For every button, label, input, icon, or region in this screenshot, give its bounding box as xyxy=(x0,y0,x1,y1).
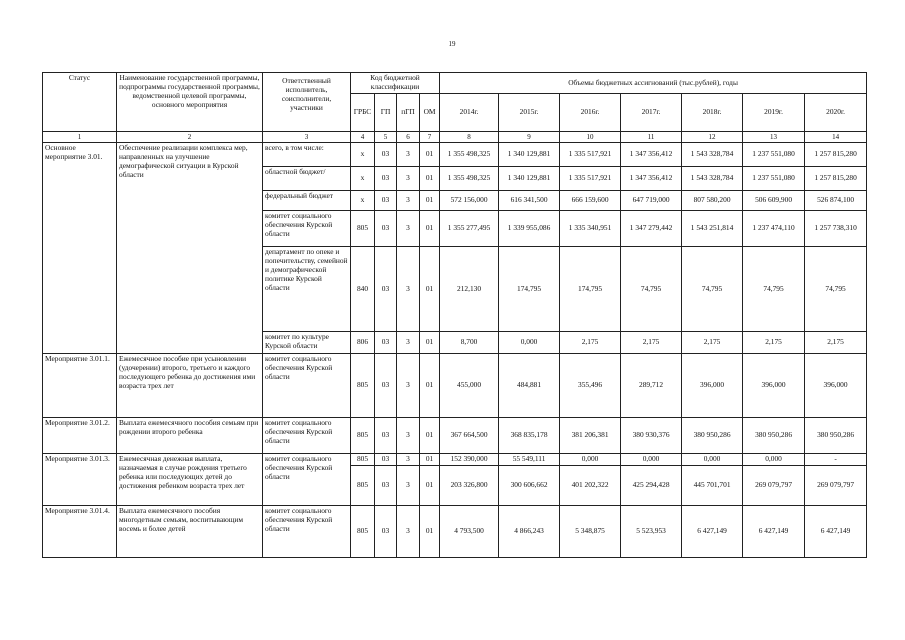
amount-cell: 1 355 498,325 xyxy=(440,143,499,167)
responsible-cell: федеральный бюджет xyxy=(263,191,351,211)
om-cell: 01 xyxy=(420,454,440,466)
amount-cell: 1 257 815,280 xyxy=(805,167,867,191)
header-responsible: Ответственный исполнитель, соисполнители, участники xyxy=(263,73,351,132)
amount-cell: 6 427,149 xyxy=(682,506,743,558)
name-cell: Выплата ежемесячного пособия многодетным семьям, воспитывающим восемь и более детей xyxy=(117,506,263,558)
header-grbs: ГРБС xyxy=(351,94,375,132)
grbs-cell: x xyxy=(351,143,375,167)
amount-cell: 1 335 340,951 xyxy=(560,211,621,247)
name-cell: Выплата ежемесячного пособия семьям при рождении второго ребенка xyxy=(117,418,263,454)
pgp-cell: 3 xyxy=(397,466,420,506)
om-cell: 01 xyxy=(420,332,440,354)
gp-cell: 03 xyxy=(375,418,397,454)
amount-cell: 396,000 xyxy=(805,354,867,418)
amount-cell: 74,795 xyxy=(621,247,682,332)
amount-cell: 425 294,428 xyxy=(621,466,682,506)
gp-cell: 03 xyxy=(375,211,397,247)
column-number: 12 xyxy=(682,132,743,143)
amount-cell: 55 549,111 xyxy=(499,454,560,466)
amount-cell: 401 202,322 xyxy=(560,466,621,506)
amount-cell: 5 348,875 xyxy=(560,506,621,558)
amount-cell: 289,712 xyxy=(621,354,682,418)
column-number: 8 xyxy=(440,132,499,143)
amount-cell: 367 664,500 xyxy=(440,418,499,454)
amount-cell: 74,795 xyxy=(805,247,867,332)
pgp-cell: 3 xyxy=(397,211,420,247)
amount-cell: 1 543 251,814 xyxy=(682,211,743,247)
amount-cell: 396,000 xyxy=(743,354,805,418)
header-name: Наименование государственной программы, подпрограммы государственной программы, ведомственной целевой программы, основного мероприятия xyxy=(117,73,263,132)
amount-cell: 396,000 xyxy=(682,354,743,418)
amount-cell: 1 237 551,080 xyxy=(743,143,805,167)
om-cell: 01 xyxy=(420,191,440,211)
pgp-cell: 3 xyxy=(397,191,420,211)
amount-cell: 0,000 xyxy=(743,454,805,466)
responsible-cell: департамент по опеке и попечительству, семейной и демографической политике Курской области xyxy=(263,247,351,332)
amount-cell: 6 427,149 xyxy=(743,506,805,558)
amount-cell: 380 950,286 xyxy=(805,418,867,454)
amount-cell: 1 347 279,442 xyxy=(621,211,682,247)
header-year: 2016г. xyxy=(560,94,621,132)
om-cell: 01 xyxy=(420,418,440,454)
column-number: 14 xyxy=(805,132,867,143)
header-year: 2018г. xyxy=(682,94,743,132)
amount-cell: 203 326,800 xyxy=(440,466,499,506)
gp-cell: 03 xyxy=(375,332,397,354)
pgp-cell: 3 xyxy=(397,354,420,418)
amount-cell: 0,000 xyxy=(621,454,682,466)
pgp-cell: 3 xyxy=(397,506,420,558)
amount-cell: 300 606,662 xyxy=(499,466,560,506)
grbs-cell: 840 xyxy=(351,247,375,332)
amount-cell: 1 347 356,412 xyxy=(621,167,682,191)
grbs-cell: x xyxy=(351,191,375,211)
om-cell: 01 xyxy=(420,167,440,191)
grbs-cell: x xyxy=(351,167,375,191)
amount-cell: 0,000 xyxy=(499,332,560,354)
gp-cell: 03 xyxy=(375,143,397,167)
header-status: Статус xyxy=(43,73,117,132)
column-number: 2 xyxy=(117,132,263,143)
header-year: 2019г. xyxy=(743,94,805,132)
amount-cell: 572 156,000 xyxy=(440,191,499,211)
responsible-cell: комитет социального обеспечения Курской области xyxy=(263,506,351,558)
amount-cell: 174,795 xyxy=(499,247,560,332)
amount-cell: 4 793,500 xyxy=(440,506,499,558)
amount-cell: 212,130 xyxy=(440,247,499,332)
amount-cell: 445 701,701 xyxy=(682,466,743,506)
gp-cell: 03 xyxy=(375,354,397,418)
column-number: 7 xyxy=(420,132,440,143)
table-row xyxy=(43,506,867,558)
amount-cell: 2,175 xyxy=(743,332,805,354)
status-cell: Основное мероприятие 3.01. xyxy=(43,143,117,354)
budget-table xyxy=(42,72,867,558)
amount-cell: 269 079,797 xyxy=(743,466,805,506)
amount-cell: 74,795 xyxy=(682,247,743,332)
gp-cell: 03 xyxy=(375,454,397,466)
column-number: 13 xyxy=(743,132,805,143)
amount-cell: 152 390,000 xyxy=(440,454,499,466)
amount-cell: 380 950,286 xyxy=(682,418,743,454)
amount-cell: 1 340 129,881 xyxy=(499,143,560,167)
table-row xyxy=(43,143,867,167)
gp-cell: 03 xyxy=(375,506,397,558)
amount-cell: 1 257 738,310 xyxy=(805,211,867,247)
table-body xyxy=(43,143,867,558)
header-year: 2015г. xyxy=(499,94,560,132)
header-year: 2020г. xyxy=(805,94,867,132)
amount-cell: 2,175 xyxy=(560,332,621,354)
column-number: 3 xyxy=(263,132,351,143)
amount-cell: 616 341,500 xyxy=(499,191,560,211)
column-number: 9 xyxy=(499,132,560,143)
amount-cell: 1 257 815,280 xyxy=(805,143,867,167)
pgp-cell: 3 xyxy=(397,143,420,167)
amount-cell: 381 206,381 xyxy=(560,418,621,454)
status-cell: Мероприятие 3.01.4. xyxy=(43,506,117,558)
om-cell: 01 xyxy=(420,466,440,506)
amount-cell: 74,795 xyxy=(743,247,805,332)
amount-cell: 455,000 xyxy=(440,354,499,418)
gp-cell: 03 xyxy=(375,167,397,191)
amount-cell: 355,496 xyxy=(560,354,621,418)
amount-cell: 484,881 xyxy=(499,354,560,418)
pgp-cell: 3 xyxy=(397,167,420,191)
column-number: 10 xyxy=(560,132,621,143)
responsible-cell: комитет социального обеспечения Курской области xyxy=(263,454,351,506)
gp-cell: 03 xyxy=(375,191,397,211)
name-cell: Ежемесячное пособие при усыновлении (удочерении) второго, третьего и каждого последующего ребенка до достижения ими возраста трех лет xyxy=(117,354,263,418)
header-gp: ГП xyxy=(375,94,397,132)
om-cell: 01 xyxy=(420,247,440,332)
amount-cell: 1 237 474,110 xyxy=(743,211,805,247)
om-cell: 01 xyxy=(420,143,440,167)
status-cell: Мероприятие 3.01.2. xyxy=(43,418,117,454)
column-number: 1 xyxy=(43,132,117,143)
gp-cell: 03 xyxy=(375,466,397,506)
grbs-cell: 806 xyxy=(351,332,375,354)
amount-cell: 2,175 xyxy=(682,332,743,354)
amount-cell: 1 543 328,784 xyxy=(682,143,743,167)
pgp-cell: 3 xyxy=(397,418,420,454)
amount-cell: 506 609,900 xyxy=(743,191,805,211)
amount-cell: 526 874,100 xyxy=(805,191,867,211)
amount-cell: 2,175 xyxy=(621,332,682,354)
page-number: 19 xyxy=(448,40,456,48)
header-year: 2014г. xyxy=(440,94,499,132)
amount-cell: 5 523,953 xyxy=(621,506,682,558)
amount-cell: 647 719,000 xyxy=(621,191,682,211)
status-cell: Мероприятие 3.01.1. xyxy=(43,354,117,418)
amount-cell: 1 347 356,412 xyxy=(621,143,682,167)
gp-cell: 03 xyxy=(375,247,397,332)
responsible-cell: комитет социального обеспечения Курской области xyxy=(263,354,351,418)
grbs-cell: 805 xyxy=(351,418,375,454)
column-number: 5 xyxy=(375,132,397,143)
amount-cell: 380 950,286 xyxy=(743,418,805,454)
amount-cell: 1 543 328,784 xyxy=(682,167,743,191)
header-pgp: пГП xyxy=(397,94,420,132)
amount-cell: 1 335 517,921 xyxy=(560,143,621,167)
grbs-cell: 805 xyxy=(351,466,375,506)
grbs-cell: 805 xyxy=(351,506,375,558)
amount-cell: 1 355 498,325 xyxy=(440,167,499,191)
amount-cell: 6 427,149 xyxy=(805,506,867,558)
pgp-cell: 3 xyxy=(397,247,420,332)
pgp-cell: 3 xyxy=(397,454,420,466)
om-cell: 01 xyxy=(420,354,440,418)
column-number: 6 xyxy=(397,132,420,143)
column-number-row xyxy=(43,132,867,143)
name-cell: Обеспечение реализации комплекса мер, направленных на улучшение демографической ситуации в Курской области xyxy=(117,143,263,354)
amount-cell: 1 335 517,921 xyxy=(560,167,621,191)
name-cell: Ежемесячная денежная выплата, назначаемая в случае рождения третьего ребенка или последующих детей до достижения ребенком возраста трех лет xyxy=(117,454,263,506)
responsible-cell: комитет по культуре Курской области xyxy=(263,332,351,354)
header-om: ОМ xyxy=(420,94,440,132)
responsible-cell: областной бюджет/ xyxy=(263,167,351,191)
header-amounts-group: Объемы бюджетных ассигнований (тыс.рублей), годы xyxy=(440,73,867,94)
responsible-cell: всего, в том числе: xyxy=(263,143,351,167)
amount-cell: 0,000 xyxy=(682,454,743,466)
amount-cell: 174,795 xyxy=(560,247,621,332)
grbs-cell: 805 xyxy=(351,211,375,247)
amount-cell: 1 339 955,086 xyxy=(499,211,560,247)
amount-cell: 2,175 xyxy=(805,332,867,354)
responsible-cell: комитет социального обеспечения Курской области xyxy=(263,418,351,454)
amount-cell: 8,700 xyxy=(440,332,499,354)
grbs-cell: 805 xyxy=(351,354,375,418)
table-row xyxy=(43,354,867,418)
table-row xyxy=(43,418,867,454)
amount-cell: 1 340 129,881 xyxy=(499,167,560,191)
om-cell: 01 xyxy=(420,506,440,558)
header-code-group: Код бюджетной классификации xyxy=(351,73,440,94)
header-row-top xyxy=(43,73,867,94)
amount-cell: 368 835,178 xyxy=(499,418,560,454)
amount-cell: 4 866,243 xyxy=(499,506,560,558)
amount-cell: 0,000 xyxy=(560,454,621,466)
responsible-cell: комитет социального обеспечения Курской области xyxy=(263,211,351,247)
table-row xyxy=(43,454,867,466)
column-number: 11 xyxy=(621,132,682,143)
amount-cell: - xyxy=(805,454,867,466)
amount-cell: 269 079,797 xyxy=(805,466,867,506)
pgp-cell: 3 xyxy=(397,332,420,354)
status-cell: Мероприятие 3.01.3. xyxy=(43,454,117,506)
amount-cell: 807 580,200 xyxy=(682,191,743,211)
amount-cell: 380 930,376 xyxy=(621,418,682,454)
amount-cell: 666 159,600 xyxy=(560,191,621,211)
amount-cell: 1 355 277,495 xyxy=(440,211,499,247)
grbs-cell: 805 xyxy=(351,454,375,466)
om-cell: 01 xyxy=(420,211,440,247)
amount-cell: 1 237 551,080 xyxy=(743,167,805,191)
column-number: 4 xyxy=(351,132,375,143)
header-year: 2017г. xyxy=(621,94,682,132)
